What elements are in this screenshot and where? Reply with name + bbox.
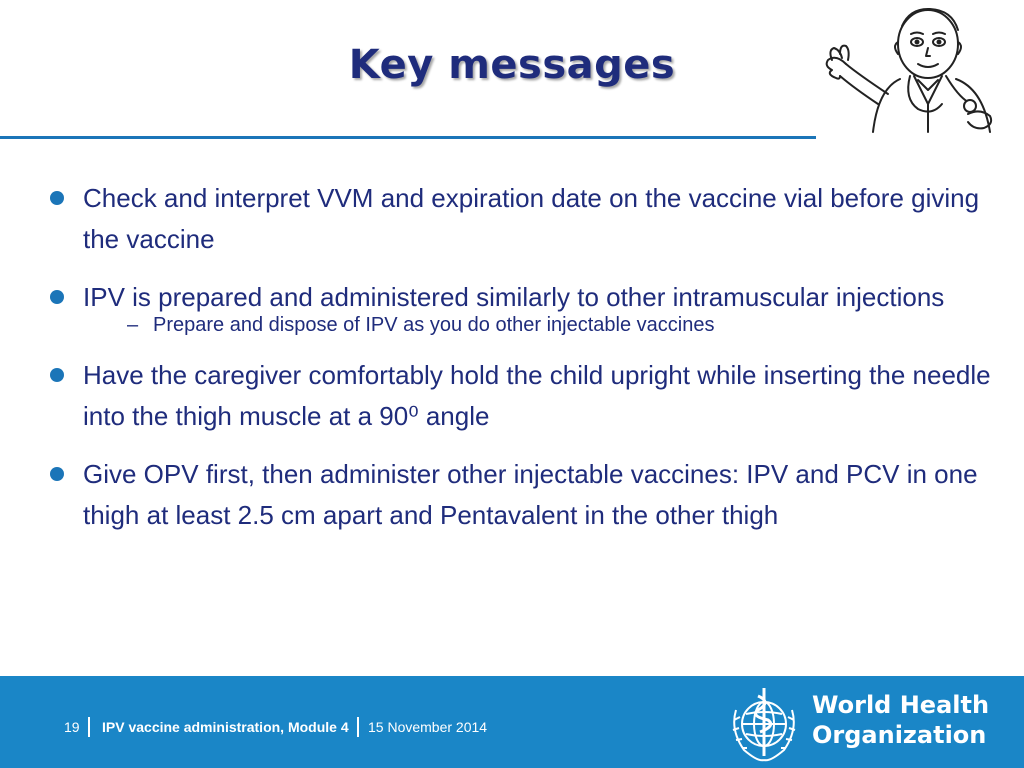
title-divider <box>0 136 816 139</box>
bullet-text: Give OPV first, then administer other injectable vaccines: IPV and PCV in one thigh at least 2.5 cm apart and Pentavalent in the other thigh <box>83 459 978 530</box>
bullet-dot-icon <box>50 191 64 205</box>
bullet-item <box>50 277 1000 338</box>
who-wordmark <box>812 690 989 750</box>
bullet-dot-icon <box>50 467 64 481</box>
bullet-item <box>50 355 1000 437</box>
footer-separator <box>357 717 359 737</box>
bullet-list <box>50 178 1000 553</box>
bullet-dot-icon <box>50 290 64 304</box>
bullet-text: Check and interpret VVM and expiration date on the vaccine vial before giving the vaccine <box>83 183 980 254</box>
org-name-line2: Organization <box>812 721 987 749</box>
footer-date: 15 November 2014 <box>368 719 488 735</box>
bullet-dot-icon <box>50 368 64 382</box>
sub-bullet-text: Prepare and dispose of IPV as you do other injectable vaccines <box>153 314 715 336</box>
footer-separator <box>88 717 90 737</box>
slide-title: Key messages <box>348 42 676 88</box>
org-name-line1: World Health <box>812 691 990 719</box>
who-emblem-icon <box>722 680 806 764</box>
module-label: IPV vaccine administration, Module 4 <box>102 719 349 735</box>
bullet-item <box>50 178 1000 260</box>
sub-bullet-item <box>103 312 1000 338</box>
bullet-item <box>50 454 1000 536</box>
bullet-text: IPV is prepared and administered similarly to other intramuscular injections <box>83 282 945 312</box>
bullet-text: Have the caregiver comfortably hold the child upright while inserting the needle into the thigh muscle at a 90⁰ angle <box>83 360 991 431</box>
doctor-cartoon-icon <box>818 4 1008 134</box>
sub-bullet-marker: – <box>127 314 139 336</box>
page-number: 19 <box>64 719 80 735</box>
